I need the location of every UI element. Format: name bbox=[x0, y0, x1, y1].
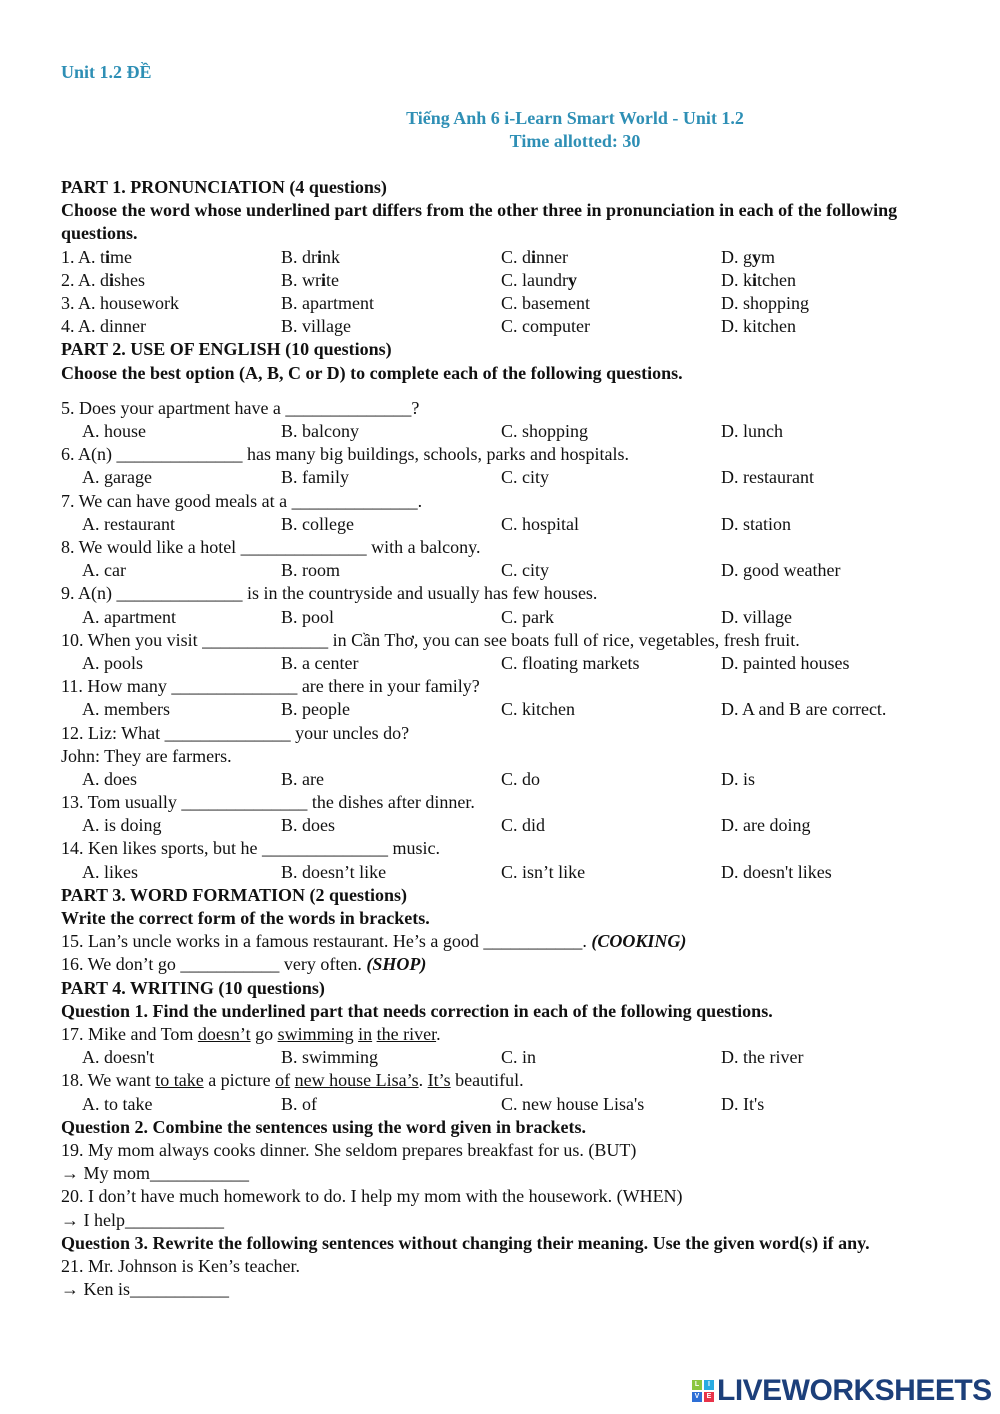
answer-option bbox=[501, 1046, 536, 1069]
answer-option bbox=[82, 513, 175, 536]
text-run: A. garage bbox=[82, 467, 152, 488]
text-run: C. floating markets bbox=[501, 652, 640, 673]
answer-options bbox=[61, 606, 941, 629]
text-run: A. does bbox=[82, 768, 137, 789]
question-text bbox=[61, 1139, 941, 1162]
question-text bbox=[61, 1069, 941, 1092]
text-run: B. apartment bbox=[281, 292, 374, 313]
question-text bbox=[61, 722, 941, 745]
answer-option bbox=[82, 1093, 152, 1116]
answer-option bbox=[61, 269, 145, 292]
answer-option bbox=[82, 606, 176, 629]
text-run: a picture bbox=[203, 1070, 276, 1091]
text-run: 16. We don’t go ___________ very often. bbox=[61, 954, 367, 975]
text-run: 5. Does your apartment have a ______________? bbox=[61, 397, 420, 418]
answer-option bbox=[721, 606, 792, 629]
text-run: 20. I don’t have much homework to do. I help my mom with the housework. (WHEN) bbox=[61, 1186, 683, 1207]
answer-option bbox=[501, 513, 579, 536]
text-run: D. painted houses bbox=[721, 652, 850, 673]
text-run: Write the correct form of the words in brackets. bbox=[61, 908, 430, 929]
answer-options bbox=[61, 315, 941, 338]
answer-option bbox=[61, 315, 146, 338]
question-text bbox=[61, 1162, 941, 1185]
answer-option bbox=[721, 768, 755, 791]
underlined-part: to take bbox=[155, 1070, 204, 1091]
text-run: D. kitchen bbox=[721, 316, 796, 337]
answer-option bbox=[721, 315, 796, 338]
text-run: B. are bbox=[281, 768, 324, 789]
answer-option bbox=[501, 559, 549, 582]
text-run: C. hospital bbox=[501, 513, 580, 534]
answer-option bbox=[281, 606, 334, 629]
answer-option bbox=[501, 814, 545, 837]
text-run: B. people bbox=[281, 699, 350, 720]
text-run: C. d bbox=[501, 246, 532, 267]
underlined-part: swimming bbox=[277, 1024, 354, 1045]
time-allotted: Time allotted: 30 bbox=[509, 131, 641, 151]
answer-option bbox=[281, 315, 351, 338]
text-run: tchen bbox=[757, 269, 796, 290]
text-run: C. laundr bbox=[501, 269, 568, 290]
answer-options bbox=[61, 559, 941, 582]
section-heading bbox=[61, 1232, 941, 1255]
answer-option bbox=[721, 1046, 803, 1069]
text-run: D. are doing bbox=[721, 815, 811, 836]
text-run: C. in bbox=[501, 1047, 537, 1068]
text-run: Question 3. Rewrite the following sentences without changing their meaning. Use the given word(s) if any. bbox=[61, 1232, 870, 1253]
answer-options bbox=[61, 246, 941, 269]
answer-options bbox=[61, 652, 941, 675]
text-run: 17. Mike and Tom bbox=[61, 1024, 198, 1045]
answer-option bbox=[281, 246, 340, 269]
text-run: 10. When you visit ______________ in Cần Thơ, you can see boats full of rice, vegetables, fresh fruit. bbox=[61, 629, 800, 650]
answer-options bbox=[61, 420, 941, 443]
answer-option bbox=[82, 768, 137, 791]
text-run: C. isn’t like bbox=[501, 861, 586, 882]
answer-option bbox=[501, 420, 588, 443]
question-text bbox=[61, 582, 941, 605]
question-text bbox=[61, 1023, 941, 1046]
answer-options bbox=[61, 292, 941, 315]
answer-option bbox=[281, 698, 350, 721]
answer-option bbox=[501, 652, 639, 675]
question-text bbox=[61, 1255, 941, 1278]
answer-option bbox=[721, 814, 810, 837]
worksheet-title: Tiếng Anh 6 i-Learn Smart World - Unit 1.2 bbox=[406, 108, 744, 128]
answer-option bbox=[721, 1093, 764, 1116]
answer-option bbox=[501, 466, 549, 489]
text-run: A. doesn't bbox=[82, 1047, 155, 1068]
emphasis-text: i bbox=[105, 246, 111, 267]
text-run: D. doesn't likes bbox=[721, 861, 832, 882]
answer-option bbox=[281, 861, 386, 884]
text-run: Question 1. Find the underlined part that needs correction in each of the following questions. bbox=[61, 1000, 773, 1021]
answer-option bbox=[721, 246, 775, 269]
answer-option bbox=[721, 698, 886, 721]
text-run: B. village bbox=[281, 316, 351, 337]
section-heading bbox=[61, 907, 941, 930]
text-run: go bbox=[250, 1024, 278, 1045]
answer-options bbox=[61, 513, 941, 536]
text-run: 13. Tom usually ______________ the dishes after dinner. bbox=[61, 792, 475, 813]
text-run: → My mom___________ bbox=[61, 1163, 250, 1184]
answer-option bbox=[281, 292, 374, 315]
text-run: B. wr bbox=[281, 269, 321, 290]
text-run: 19. My mom always cooks dinner. She seldom prepares breakfast for us. (BUT) bbox=[61, 1140, 637, 1161]
answer-option bbox=[501, 315, 590, 338]
text-run: shes bbox=[114, 269, 146, 290]
text-run: C. basement bbox=[501, 292, 590, 313]
answer-option bbox=[61, 246, 132, 269]
liveworksheets-logo bbox=[692, 1374, 992, 1408]
text-run: 4. A. dinner bbox=[61, 316, 146, 337]
section-heading bbox=[61, 362, 941, 385]
section-heading bbox=[61, 1000, 941, 1023]
question-text bbox=[61, 837, 941, 860]
text-run: D. A and B are correct. bbox=[721, 699, 887, 720]
logo-cube: L bbox=[692, 1380, 702, 1390]
text-run: D. k bbox=[721, 269, 752, 290]
answer-option bbox=[501, 1093, 644, 1116]
text-run: D. the river bbox=[721, 1047, 804, 1068]
text-run: B. family bbox=[281, 467, 349, 488]
text-run: 1. A. t bbox=[61, 246, 106, 267]
underlined-part: the river bbox=[376, 1024, 437, 1045]
text-run: D. is bbox=[721, 768, 756, 789]
question-text bbox=[61, 629, 941, 652]
text-run: B. does bbox=[281, 815, 335, 836]
text-run: B. doesn’t like bbox=[281, 861, 387, 882]
emphasis-text: (COOKING) bbox=[591, 931, 687, 952]
answer-option bbox=[721, 861, 832, 884]
answer-option bbox=[82, 1046, 154, 1069]
section-heading bbox=[61, 338, 941, 361]
emphasis-text: i bbox=[321, 269, 327, 290]
answer-option bbox=[501, 606, 554, 629]
text-run: A. is doing bbox=[82, 815, 162, 836]
answer-option bbox=[501, 246, 568, 269]
text-run: A. pools bbox=[82, 652, 144, 673]
question-text bbox=[61, 953, 941, 976]
text-run: A. house bbox=[82, 420, 146, 441]
answer-option bbox=[501, 768, 540, 791]
logo-cubes-icon bbox=[692, 1380, 714, 1402]
text-run: C. city bbox=[501, 560, 549, 581]
answer-option bbox=[281, 513, 354, 536]
section-heading bbox=[61, 884, 941, 907]
section-heading bbox=[61, 1116, 941, 1139]
answer-option bbox=[281, 420, 359, 443]
text-run: PART 2. USE OF ENGLISH (10 questions) bbox=[61, 339, 392, 360]
text-run: 18. We want bbox=[61, 1070, 156, 1091]
section-heading bbox=[61, 199, 941, 245]
answer-option bbox=[82, 814, 162, 837]
answer-option bbox=[281, 269, 339, 292]
unit-label: Unit 1.2 ĐỀ bbox=[61, 62, 152, 82]
emphasis-text: i bbox=[531, 246, 537, 267]
question-text bbox=[61, 1278, 941, 1301]
text-run: Choose the word whose underlined part differs from the other three in pronunciation in each of the following questions. bbox=[61, 200, 898, 244]
section-heading bbox=[61, 176, 941, 199]
answer-options bbox=[61, 768, 941, 791]
answer-option bbox=[721, 652, 849, 675]
text-run: 12. Liz: What ______________ your uncles do? bbox=[61, 722, 410, 743]
answer-option bbox=[281, 814, 335, 837]
text-run: B. pool bbox=[281, 606, 335, 627]
answer-option bbox=[82, 861, 138, 884]
text-run: 15. Lan’s uncle works in a famous restaurant. He’s a good ___________. bbox=[61, 931, 592, 952]
answer-options bbox=[61, 1093, 941, 1116]
question-text bbox=[61, 443, 941, 466]
text-run: A. apartment bbox=[82, 606, 176, 627]
underlined-part: of bbox=[275, 1070, 291, 1091]
answer-option bbox=[501, 292, 590, 315]
worksheet-body bbox=[61, 176, 941, 1302]
text-run: 11. How many ______________ are there in your family? bbox=[61, 676, 480, 697]
answer-option bbox=[501, 698, 575, 721]
text-run: D. restaurant bbox=[721, 467, 814, 488]
text-run: me bbox=[110, 246, 133, 267]
text-run: B. swimming bbox=[281, 1047, 379, 1068]
question-text bbox=[61, 536, 941, 559]
text-run: 8. We would like a hotel ______________ with a balcony. bbox=[61, 536, 481, 557]
question-text bbox=[61, 745, 941, 768]
text-run: A. car bbox=[82, 560, 126, 581]
text-run: D. g bbox=[721, 246, 752, 267]
emphasis-text: i bbox=[317, 246, 323, 267]
answer-option bbox=[82, 420, 146, 443]
text-run: PART 4. WRITING (10 questions) bbox=[61, 977, 325, 998]
underlined-part: in bbox=[358, 1024, 373, 1045]
answer-option bbox=[721, 269, 796, 292]
text-run: C. computer bbox=[501, 316, 590, 337]
answer-options bbox=[61, 269, 941, 292]
emphasis-text: y bbox=[568, 269, 577, 290]
text-run: C. did bbox=[501, 815, 546, 836]
text-run: 21. Mr. Johnson is Ken’s teacher. bbox=[61, 1256, 300, 1277]
text-run: B. dr bbox=[281, 246, 317, 267]
question-text bbox=[61, 1209, 941, 1232]
answer-options bbox=[61, 698, 941, 721]
logo-cube: V bbox=[692, 1392, 702, 1402]
text-run: Choose the best option (A, B, C or D) to complete each of the following questions. bbox=[61, 362, 683, 383]
text-run: 6. A(n) ______________ has many big buildings, schools, parks and hospitals. bbox=[61, 444, 629, 465]
emphasis-text: y bbox=[752, 246, 761, 267]
answer-option bbox=[281, 1093, 317, 1116]
logo-text: LIVEWORKSHEETS bbox=[717, 1374, 992, 1407]
text-run: C. new house Lisa's bbox=[501, 1093, 645, 1114]
question-text bbox=[61, 930, 941, 953]
text-run: C. kitchen bbox=[501, 699, 575, 720]
text-run: C. shopping bbox=[501, 420, 589, 441]
answer-option bbox=[61, 292, 179, 315]
text-run: 3. A. housework bbox=[61, 292, 179, 313]
answer-options bbox=[61, 466, 941, 489]
logo-cube: I bbox=[704, 1380, 714, 1390]
answer-option bbox=[721, 292, 809, 315]
text-run: . bbox=[418, 1070, 428, 1091]
question-text bbox=[61, 490, 941, 513]
text-run: B. room bbox=[281, 560, 341, 581]
text-run: B. balcony bbox=[281, 420, 359, 441]
text-run: Question 2. Combine the sentences using the word given in brackets. bbox=[61, 1116, 587, 1137]
text-run: B. of bbox=[281, 1093, 317, 1114]
text-run: C. do bbox=[501, 768, 541, 789]
text-run: . bbox=[436, 1024, 441, 1045]
answer-option bbox=[281, 768, 324, 791]
text-run: B. college bbox=[281, 513, 354, 534]
text-run: D. station bbox=[721, 513, 791, 534]
question-text bbox=[61, 1185, 941, 1208]
underlined-part: It’s bbox=[427, 1070, 451, 1091]
text-run: nk bbox=[322, 246, 341, 267]
text-run: D. shopping bbox=[721, 292, 810, 313]
answer-option bbox=[281, 559, 340, 582]
answer-option bbox=[721, 559, 840, 582]
answer-option bbox=[82, 652, 143, 675]
text-run: D. village bbox=[721, 606, 792, 627]
text-run: beautiful. bbox=[450, 1070, 524, 1091]
answer-option bbox=[82, 559, 126, 582]
answer-option bbox=[721, 513, 791, 536]
underlined-part: doesn’t bbox=[197, 1024, 251, 1045]
text-run: D. good weather bbox=[721, 560, 841, 581]
text-run: PART 1. PRONUNCIATION (4 questions) bbox=[61, 177, 387, 197]
answer-options bbox=[61, 1046, 941, 1069]
answer-option bbox=[82, 698, 170, 721]
underlined-part: new house Lisa’s bbox=[294, 1070, 419, 1091]
text-run: John: They are farmers. bbox=[61, 745, 232, 766]
text-run: A. members bbox=[82, 699, 170, 720]
text-run: D. It's bbox=[721, 1093, 765, 1114]
question-text bbox=[61, 397, 941, 420]
text-run: 2. A. d bbox=[61, 269, 110, 290]
question-text bbox=[61, 791, 941, 814]
answer-options bbox=[61, 814, 941, 837]
text-run: te bbox=[326, 269, 340, 290]
text-run: 9. A(n) ______________ is in the countryside and usually has few houses. bbox=[61, 583, 598, 604]
emphasis-text: (SHOP) bbox=[366, 954, 427, 975]
text-run: A. restaurant bbox=[82, 513, 175, 534]
answer-option bbox=[501, 861, 585, 884]
answer-option bbox=[501, 269, 577, 292]
text-run: PART 3. WORD FORMATION (2 questions) bbox=[61, 884, 408, 905]
answer-option bbox=[82, 466, 152, 489]
text-run: B. a center bbox=[281, 652, 359, 673]
section-heading bbox=[61, 977, 941, 1000]
answer-option bbox=[721, 420, 783, 443]
text-run: nner bbox=[536, 246, 569, 267]
answer-option bbox=[721, 466, 814, 489]
logo-cube: E bbox=[704, 1392, 714, 1402]
answer-option bbox=[281, 652, 358, 675]
text-run: A. to take bbox=[82, 1093, 153, 1114]
emphasis-text: i bbox=[109, 269, 115, 290]
text-run: A. likes bbox=[82, 861, 138, 882]
answer-options bbox=[61, 861, 941, 884]
text-run: C. park bbox=[501, 606, 554, 627]
text-run: 14. Ken likes sports, but he ______________ music. bbox=[61, 838, 440, 859]
text-run: → Ken is___________ bbox=[61, 1279, 229, 1300]
text-run: C. city bbox=[501, 467, 549, 488]
text-run: D. lunch bbox=[721, 420, 783, 441]
answer-option bbox=[281, 466, 349, 489]
text-run: → I help___________ bbox=[61, 1209, 224, 1230]
question-text bbox=[61, 675, 941, 698]
text-run: 7. We can have good meals at a ______________. bbox=[61, 490, 423, 511]
answer-option bbox=[281, 1046, 378, 1069]
text-run: m bbox=[761, 246, 776, 267]
emphasis-text: i bbox=[752, 269, 758, 290]
